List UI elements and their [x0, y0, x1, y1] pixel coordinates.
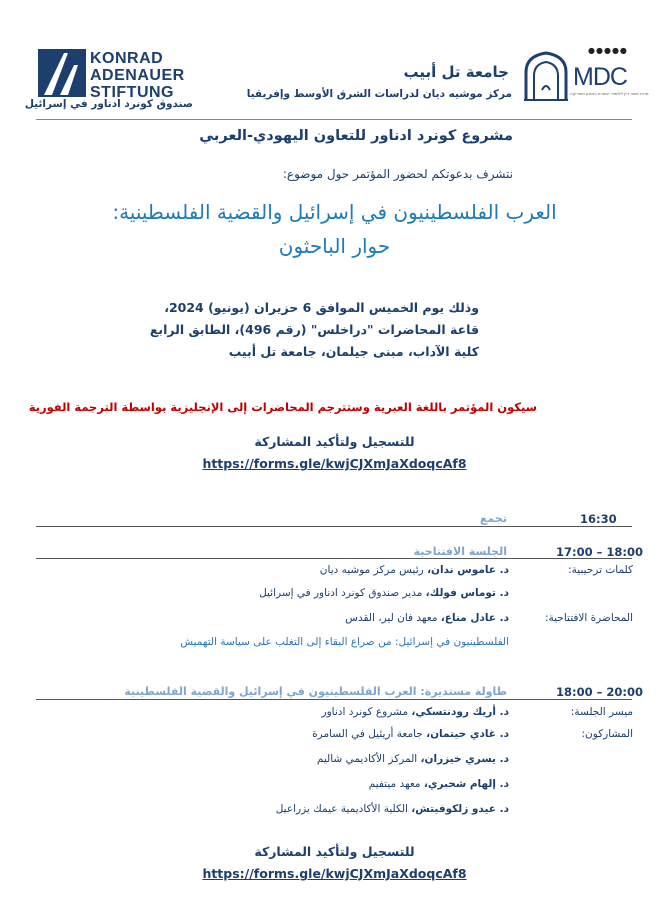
university-name: جامعة تل أبيب: [403, 63, 509, 81]
project-title: مشروع كونرد ادناور للتعاون اليهودي-العربي: [199, 128, 513, 144]
kas-line-3: STIFTUNG: [90, 84, 174, 101]
greetings-label: كلمات ترحيبية:: [568, 564, 633, 576]
schedule-time-1: 16:30: [580, 512, 617, 526]
participants-label: المشاركون:: [581, 728, 633, 740]
header-divider: [36, 119, 632, 120]
greeting-speaker-2: [259, 587, 509, 599]
conference-title-line-1: العرب الفلسطينيون في إسرائيل والقضية الفلسطينية:: [112, 200, 557, 224]
mdc-hebrew-caption: מרכז משה דיין ללימודי המזרח התיכון ואפריקה: [570, 91, 649, 96]
schedule-title-1: تجمع: [480, 512, 507, 525]
keynote-label: المحاضرة الافتتاحية:: [545, 612, 633, 624]
schedule-divider-1: [36, 526, 632, 527]
registration-link-top[interactable]: https://forms.gle/kwjCJXmJaXdoqcAf8: [202, 456, 467, 471]
greeting-speaker-1: [320, 564, 509, 576]
moderator-label: ميسر الجلسة:: [570, 706, 633, 718]
speaker-role: المركز الأكاديمي شاليم: [316, 753, 418, 765]
schedule-title-2: الجلسة الافتتاحية: [413, 545, 507, 558]
schedule-divider-3: [36, 699, 632, 700]
speaker-role: معهد فان لير، القدس: [345, 612, 438, 624]
kas-logo-icon: [38, 49, 86, 97]
schedule-time-3: 18:00 – 20:00: [556, 685, 643, 699]
keynote-speaker: [345, 612, 509, 624]
schedule-divider-2: [36, 558, 632, 559]
speaker-role: الكلية الأكاديمية عيمك يزراعيل: [275, 803, 408, 815]
registration-label-bottom: للتسجيل ولتأكيد المشاركة: [254, 844, 415, 859]
conference-title-line-2: حوار الباحثون: [278, 234, 391, 258]
speaker-name: د. توماس فولك،: [425, 587, 509, 599]
event-building: كلية الآداب، مبنى جيلمان، جامعة تل أبيب: [228, 344, 479, 359]
speaker-role: مشروع كونرد ادناور: [321, 706, 408, 718]
mdc-emblem-icon: [522, 50, 570, 102]
speaker-name: د. عاموس ندان،: [427, 564, 509, 576]
keynote-lecture-title: الفلسطينيون في إسرائيل: من صراع البقاء إلى التغلب على سياسة التهميش: [180, 636, 509, 648]
event-hall: قاعة المحاضرات "دراخلس" (رقم 496)، الطابق الرابع: [149, 322, 479, 337]
schedule-title-3: طاولة مستديرة: العرب الفلسطينيون في إسرائيل والقضية الفلسطينية: [124, 685, 507, 698]
speaker-role: مدير صندوق كونرد ادناور في إسرائيل: [259, 587, 423, 599]
speaker-role: معهد ميتفيم: [368, 778, 421, 790]
participant-4: [276, 803, 509, 815]
center-name: مركز موشيه ديان لدراسات الشرق الأوسط وإفريقيا: [246, 88, 512, 100]
invitation-text: نتشرف بدعوتكم لحضور المؤتمر حول موضوع:: [282, 167, 513, 181]
speaker-name: د. عيدو زلكوفيتش،: [411, 803, 509, 815]
speaker-name: د. غادي حيتمان،: [426, 728, 509, 740]
language-note: سيكون المؤتمر باللغة العبرية وستترجم المحاضرات إلى الإنجليزية بواسطة الترجمة الفورية: [28, 400, 537, 414]
speaker-name: د. إلهام شحبري،: [423, 778, 509, 790]
kas-line-2: ADENAUER: [90, 67, 185, 84]
registration-link-bottom[interactable]: https://forms.gle/kwjCJXmJaXdoqcAf8: [202, 866, 467, 881]
speaker-name: د. أريك رودنتسكي،: [411, 706, 509, 718]
speaker-role: رئيس مركز موشيه ديان: [319, 564, 424, 576]
moderator-speaker: [322, 706, 509, 718]
mdc-dots-icon: ●●●●●: [588, 46, 628, 55]
speaker-name: د. يسري خيزران،: [420, 753, 509, 765]
registration-label-top: للتسجيل ولتأكيد المشاركة: [254, 434, 415, 449]
participant-3: [369, 778, 509, 790]
kas-logo-mark: [38, 49, 86, 97]
participant-1: [312, 728, 509, 740]
event-date: وذلك يوم الخميس الموافق 6 حزيران (يونيو) 2024،: [164, 300, 479, 315]
kas-line-1: KONRAD: [90, 50, 164, 67]
mdc-logo-text: MDC: [573, 63, 627, 91]
participant-2: [317, 753, 509, 765]
kas-logo-text: [90, 50, 185, 101]
schedule-time-2: 17:00 – 18:00: [556, 545, 643, 559]
speaker-name: د. عادل مناع،: [440, 612, 509, 624]
speaker-role: جامعة أريئيل في السامرة: [312, 728, 423, 740]
kas-arabic-name: صندوق كونرد ادناور في إسرائيل: [24, 98, 193, 110]
